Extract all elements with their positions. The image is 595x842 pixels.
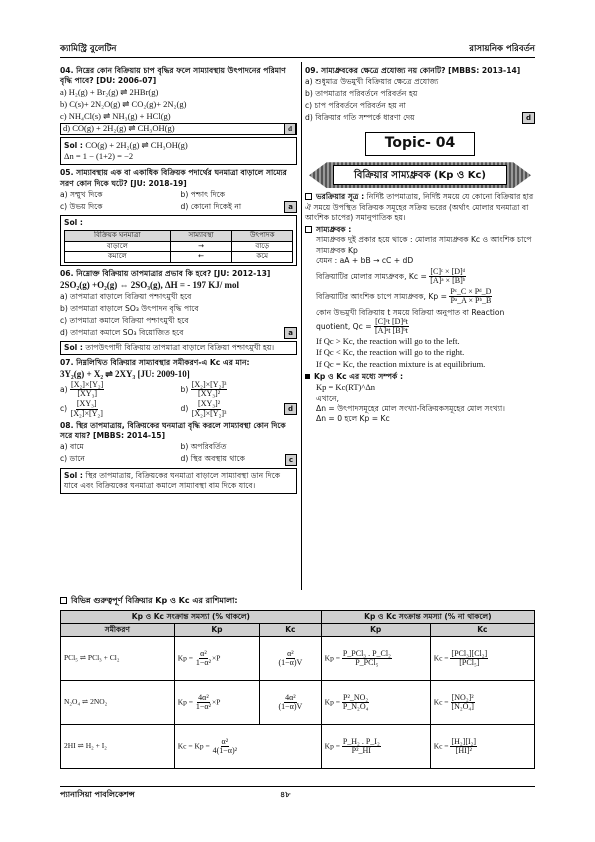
frac-num: P_H₂ . P_I₂: [342, 736, 380, 746]
topic-title: বিক্রিয়ার সাম্যধ্রুবক (Kp ও Kc): [333, 165, 507, 185]
th-product: উৎপাদক: [232, 231, 293, 241]
table-row: [61, 725, 535, 769]
kc-label: বিক্রিয়াটির মোলার সাম্যধ্রুবক, Kc =: [316, 271, 427, 281]
frac-den: Pᵃ_A × Pᵇ_B: [450, 296, 492, 306]
law-of-mass-action: [305, 192, 535, 223]
opt-label: a): [60, 384, 68, 394]
option-c: c) চাপ পরিবর্তনে পরিবর্তন হয় না: [305, 101, 406, 111]
frac-num: [H₂][I₂]: [451, 736, 477, 746]
option-c: c) ডানে: [60, 454, 85, 464]
shift-table: [64, 230, 293, 262]
solution-box: [60, 468, 297, 495]
prefix: Kc =: [433, 653, 449, 663]
kp-cell: [174, 637, 259, 681]
option-a: [60, 381, 177, 399]
answer-badge: c: [285, 454, 297, 466]
frac-num: α²: [200, 648, 207, 658]
frac-num: [XY₃]: [76, 399, 97, 409]
frac-den: [PCl₅]: [459, 658, 480, 668]
kp2-cell: [321, 725, 430, 769]
reaction-equation: 2SO₂(g) +O₂(g) ⇔ 2SO₃(g), ΔH = - 197 KJ/ mol: [60, 279, 239, 290]
th-reactant: বিক্রিয়ক ঘনমাত্রা: [65, 231, 171, 241]
option-b: b) অপরিবর্তিত: [180, 442, 227, 452]
kc2-cell: [430, 725, 534, 769]
checkbox-bullet-icon: [60, 597, 67, 604]
option-d: [305, 112, 535, 124]
header-right: রাসায়নিক পরিবর্তন: [469, 44, 535, 54]
th-equilibrium: সাম্যাবস্থা: [170, 231, 232, 241]
delta-n-def: Δn = উৎপাদসমূহের মোল সংখ্যা-বিক্রিয়কসমূহের মোল সংখ্যা।: [316, 403, 505, 413]
sol-label: Sol :: [64, 217, 83, 227]
prefix: Kp =: [324, 741, 340, 751]
kc-cell: [260, 637, 322, 681]
table-caption: বিভিন্ন গুরুত্বপূর্ণ বিক্রিয়ার Kp ও Kc এর রাশিমালা:: [71, 596, 238, 605]
answer-badge: d: [522, 112, 535, 124]
page-header: [60, 44, 535, 58]
suffix: ×P: [212, 653, 221, 663]
sol-label: Sol :: [64, 140, 83, 150]
cell: →: [170, 241, 232, 251]
expressions-table-section: [60, 596, 535, 769]
option-d: [181, 454, 298, 466]
topic-ribbon: [305, 162, 535, 188]
solution-box: [60, 215, 297, 266]
frac-num: [C]ᶜt [D]ᵈt: [375, 316, 408, 326]
question-04: [60, 66, 297, 165]
option-a: a) বামে: [60, 442, 84, 452]
qc-label: quotient, Qc =: [316, 321, 372, 331]
question-text: 06. নিম্নোক্ত বিক্রিয়ায় তাপমাত্রার প্রভাব কি হবে? [JU: 2012-13]: [60, 268, 271, 278]
frac-den: [A]ᵃt [B]ᵇt: [375, 326, 408, 336]
frac-den: 1−α²: [195, 702, 212, 712]
kc-head: সাম্যধ্রুবক :: [316, 225, 352, 234]
frac-num: [XY₃]²: [198, 399, 221, 409]
answer-badge: a: [284, 327, 297, 339]
kp2-cell: [321, 681, 430, 725]
kc-formula: [316, 268, 535, 286]
equilibrium-constant: [305, 225, 535, 370]
frac-den: P_N₂O₄: [342, 702, 369, 712]
kp-cell: [174, 681, 259, 725]
frac-num: 4α²: [285, 692, 296, 702]
group-header-with-percent: Kp ও Kc সংক্রান্ত সমস্যা (% থাকলে): [61, 610, 322, 623]
solution-box: [60, 137, 297, 166]
frac-num: [X₂]×[Y₂]: [71, 379, 104, 389]
cell: কমে: [232, 252, 293, 262]
opt-label: b): [180, 384, 189, 394]
question-09: [305, 66, 535, 124]
cell: কমালে: [65, 252, 171, 262]
opt-label: c): [60, 404, 68, 414]
solution-box: [60, 341, 297, 355]
frac-num: [X₂]×[Y₂]³: [191, 379, 227, 389]
frac-den: [XY₃]²: [198, 388, 221, 398]
group-header-without-percent: Kp ও Kc সংক্রান্ত সমস্যা (% না থাকলে): [321, 610, 534, 623]
kc2-cell: [430, 681, 534, 725]
kp-label: বিক্রিয়াটির আংশিক চাপে সাম্যধ্রুবক, Kp =: [316, 291, 447, 301]
table-row: [61, 637, 535, 681]
option-d-text: d) বিক্রিয়ার গতি সম্পর্কে ধারণা দেয়: [305, 113, 415, 123]
cell: বাড়ালে: [65, 241, 171, 251]
frac-num: [PCl₃][Cl₂]: [451, 648, 488, 658]
frac-den: [HI]²: [455, 746, 472, 756]
question-text: 07. নিম্নলিখিত বিক্রিয়ার সাম্যাবস্থার সমীকরণ-এ Kc এর মান:: [60, 358, 250, 368]
frac-num: 4α²: [198, 692, 209, 702]
option-b: b) তাপমাত্রা বাড়ালে SO₃ উৎপাদন বৃদ্ধি পাবে: [60, 303, 199, 313]
sol-label: Sol :: [64, 470, 83, 480]
frac-den: (1−α)V: [278, 658, 303, 668]
prefix: Kc =: [433, 697, 449, 707]
frac-num: α²: [221, 736, 229, 746]
option-d-text: d) স্থির অবস্থায় থাকে: [180, 454, 245, 464]
option-a: a) শুধুমাত্র উভমুখী বিক্রিয়ার ক্ষেত্রে প্রযোজ্য: [305, 77, 439, 87]
col-kc2: Kc: [430, 623, 534, 636]
frac-den: 1−α²: [195, 658, 212, 668]
example: যেমন : aA + bB → cC + dD: [316, 255, 414, 265]
kp2-cell: [321, 637, 430, 681]
kp-formula: [316, 288, 535, 306]
relation-eq: Kp = Kc(RT)^Δn: [316, 382, 376, 393]
option-d: [181, 400, 298, 418]
reaction-equation: 3Y₂(g) + X₂ ⇌ 2XY₃ [JU: 2009-10]: [60, 369, 190, 380]
question-text: 09. সাম্যধ্রুবকের ক্ষেত্রে প্রযোজ্য নয় কোনটি? [MBBS: 2013-14]: [305, 66, 521, 75]
kc-cell: [260, 681, 322, 725]
option-b: b) তাপমাত্রার পরিবর্তনে পরিবর্তন হয়: [305, 89, 418, 99]
question-08: [60, 421, 297, 494]
frac-den: [XY₃]: [77, 388, 98, 398]
where-text: এখানে,: [316, 393, 339, 403]
condition-3: If Qc = Kc, the reaction mixture is at equilibrium.: [316, 358, 486, 369]
option-d: [60, 327, 297, 339]
frac-den: P_PCl₅: [355, 658, 379, 668]
equation-cell: 2HI ⇌ H₂ + I₂: [61, 725, 175, 769]
equation-cell: N₂O₄ ⇌ 2NO₂: [61, 681, 175, 725]
option-b: b) পশ্চাৎ দিকে: [180, 189, 226, 199]
opt-label: d): [180, 404, 189, 414]
option-d-text: d) CO(g) + 2H₂(g) ⇌ CH₃OH(g): [63, 122, 175, 133]
right-column: [305, 66, 535, 426]
col-kp: Kp: [174, 623, 259, 636]
option-d: [181, 201, 298, 213]
law-head: ভরক্রিয়ার সূত্র :: [316, 192, 365, 202]
option-a: a) তাপমাত্রা বাড়ালে বিক্রিয়া পশ্চাৎমুখী হবে: [60, 291, 192, 301]
frac-num: P²_NO₂: [343, 692, 369, 702]
col-equation: সমীকরণ: [61, 623, 175, 636]
option-d-text: d) কোনো দিকেই না: [180, 201, 242, 211]
answer-badge: d: [284, 123, 296, 135]
option-c: c) উভয় দিকে: [60, 201, 103, 211]
question-07: [60, 358, 297, 418]
answer-badge: a: [284, 201, 297, 213]
option-c: c) তাপমাত্রা কমালে বিক্রিয়া পশ্চাৎমুখী হবে: [60, 315, 189, 325]
qc-formula: [316, 318, 535, 336]
option-a: a) H₂(g) + Br₂(g) ⇌ 2HBr(g): [60, 86, 159, 97]
delta-n-zero: Δn = 0 হলে Kp = Kc: [316, 414, 390, 424]
frac-num: [NO₂]²: [451, 692, 474, 702]
kp-kc-relation: [305, 372, 535, 424]
square-bullet-icon: [305, 374, 310, 379]
frac-den: (1−α)V: [278, 702, 303, 712]
frac-den: [X₂]×[Y₂]: [70, 408, 103, 418]
expressions-table: [60, 610, 535, 769]
publisher-name: প্যানাসিয়া পাবলিকেশন্স: [60, 790, 135, 799]
checkbox-bullet-icon: [305, 226, 312, 233]
frac-den: [A]ᵃ × [B]ᵇ: [430, 276, 466, 286]
option-d-text: d) তাপমাত্রা কমালে SO₃ বিয়োজিত হবে: [60, 327, 184, 337]
option-b: [181, 381, 298, 399]
column-divider: [301, 62, 302, 590]
frac-num: [C]ᶜ × [D]ᵈ: [430, 267, 466, 276]
prefix: Kc =: [433, 741, 449, 751]
frac-num: Pᶜ_C × Pᵈ_D: [450, 286, 492, 296]
frac-den: [N₂O₄]: [451, 702, 474, 712]
page-footer: [60, 786, 535, 802]
qc-intro: কোন উভমুখী বিক্রিয়ায় t সময়ে বিক্রিয়া অনুপাত বা Reaction: [316, 307, 505, 317]
sol-label: Sol :: [64, 342, 83, 352]
question-06: [60, 269, 297, 356]
col-kc: Kc: [260, 623, 322, 636]
frac-num: α²: [287, 648, 294, 658]
kc-text: সাম্যধ্রুবক দুই প্রকার হয়ে থাকে : মোলার সাম্যধ্রুবক Kc ও আংশিক চাপে সাম্যধ্রুবক Kp: [316, 235, 532, 255]
frac-den: 4(1−α)²: [212, 746, 238, 756]
left-column: [60, 66, 297, 497]
option-c: [60, 400, 177, 418]
col-kp2: Kp: [321, 623, 430, 636]
prefix: Kc = Kp =: [177, 741, 210, 751]
question-05: [60, 168, 297, 265]
page-number: ৪৮: [280, 790, 291, 799]
cell: বাড়ে: [232, 241, 293, 251]
question-text: 04. নিম্নের কোন বিক্রিয়ায় চাপ বৃদ্ধির ফলে সাম্যাবস্থায় উৎপাদনের পরিমাণ বৃদ্ধি পাবে? [DU: 2006-07]: [60, 66, 286, 86]
prefix: Kp =: [177, 653, 194, 663]
condition-2: If Qc < Kc, the reaction will go to the right.: [316, 347, 465, 358]
suffix: ×P: [212, 697, 221, 707]
prefix: Kp =: [324, 697, 340, 707]
equation-cell: PCl₅ ⇌ PCl₃ + Cl₂: [61, 637, 175, 681]
condition-1: If Qc > Kc, the reaction will go to the left.: [316, 335, 460, 346]
sol-text: তাপউৎপাদী বিক্রিয়ায় তাপমাত্রা বাড়ালে বিক্রিয়া পশ্চাৎমুখী হয়।: [85, 342, 275, 352]
checkbox-bullet-icon: [305, 193, 312, 200]
law-text: নির্দিষ্ট তাপমাত্রায়, নির্দিষ্ট সময়ে যে কোনো বিক্রিয়ার হার ঐ সময়ে উপস্থিত বিক্রিয়ক সমূহের সক্রিয় ভরের (অর্থাৎ মোলার ঘনমাত্রা বা আংশিক চাপের) সমানুপাতিক হয়।: [305, 192, 534, 222]
header-left: ক্যামিস্ট্রি বুলেটিন: [60, 44, 117, 54]
option-a: a) সম্মুখ দিকে: [60, 189, 103, 199]
question-text: 05. সাম্যাবস্থায় এক বা একাধিক বিক্রিয়ক পদার্থের ঘনমাত্রা বাড়ালে সাম্যের সরণ কোন দিকে ঘটে? [JU: 2018-19]: [60, 168, 287, 188]
question-text: 08. স্থির তাপমাত্রায়, বিক্রিয়কের ঘনমাত্রা বৃদ্ধি করলে সাম্যাবস্থা কোন দিকে সরে যায়? [MBBS: 2014-15]: [60, 421, 286, 441]
frac-den: P²_HI: [351, 746, 371, 756]
sol-line-2: Δn = 1 − (1+2) = −2: [64, 150, 134, 161]
rel-head: Kp ও Kc এর মধ্যে সম্পর্ক :: [314, 372, 404, 381]
topic-label: Topic- 04: [365, 132, 475, 156]
answer-badge: d: [284, 403, 297, 415]
sol-line-1: CO(g) + 2H₂(g) ⇌ CH₃OH(g): [85, 139, 188, 150]
prefix: Kp =: [324, 653, 340, 663]
prefix: Kp =: [177, 697, 194, 707]
kc2-cell: [430, 637, 534, 681]
table-row: [61, 681, 535, 725]
frac-den: [X₂]×[Y₂]³: [191, 408, 227, 418]
cell: ←: [170, 252, 232, 262]
frac-num: P_PCl₃ . P_Cl₂: [342, 648, 391, 658]
option-d-correct: [60, 123, 297, 135]
option-b: b) C(s)+ 2N₂O(g) ⇌ CO₂(g)+ 2N₂(g): [60, 98, 187, 109]
option-c: c) NH₄Cl(s) ⇌ NH₃(g) + HCl(g): [60, 110, 171, 121]
kp-kc-cell: [174, 725, 321, 769]
sol-text: স্থির তাপমাত্রায়, বিক্রিয়কের ঘনমাত্রা বাড়ালে সাম্যাবস্থা ডান দিকে যাবে এবং বিক্রিয়কের ঘনমাত্রা কমালে সাম্যাবস্থা বাম দিকে যাবে।: [64, 470, 281, 490]
